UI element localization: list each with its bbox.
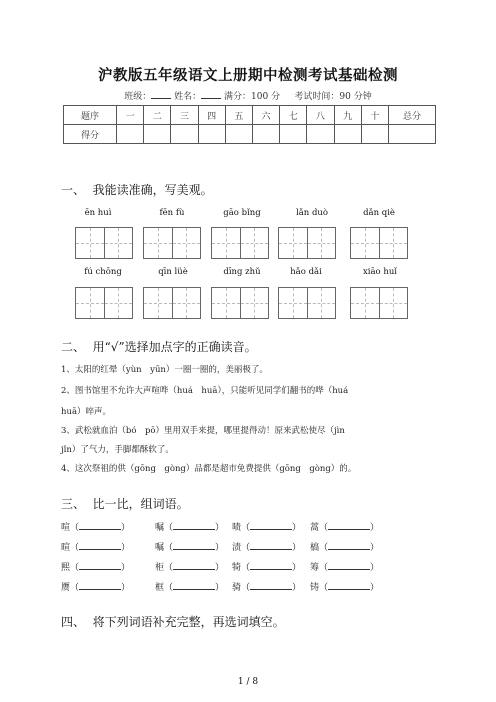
word-blank[interactable]: 喧（ ） bbox=[61, 520, 130, 533]
score-cell[interactable] bbox=[171, 125, 198, 144]
question-line: huā）啐声。 bbox=[61, 407, 112, 417]
word-blank[interactable]: 熙（ ） bbox=[61, 560, 130, 573]
word-blank[interactable]: 赝（ ） bbox=[61, 580, 130, 593]
score-cell[interactable] bbox=[252, 125, 279, 144]
pinyin-label: dǎn qiè bbox=[363, 208, 395, 218]
header-cell: 九 bbox=[334, 106, 361, 125]
tianzige-box[interactable] bbox=[75, 287, 133, 319]
section-number: 四、 bbox=[61, 615, 86, 629]
tianzige-box[interactable] bbox=[75, 227, 133, 259]
section-number: 一、 bbox=[61, 183, 86, 197]
tianzige-box[interactable] bbox=[278, 287, 336, 319]
word-blank[interactable]: 骑（ ） bbox=[232, 580, 301, 593]
header-cell: 七 bbox=[280, 106, 307, 125]
char: 赝 bbox=[61, 583, 71, 593]
section-number: 二、 bbox=[61, 340, 86, 354]
word-blank[interactable]: 暄（ ） bbox=[61, 540, 130, 553]
pinyin-label: fú chōng bbox=[84, 267, 122, 277]
char: 蒿 bbox=[310, 523, 320, 533]
pinyin-label: ēn huì bbox=[84, 208, 112, 218]
tianzige-box[interactable] bbox=[143, 287, 201, 319]
section-text: 我能读准确，写美观。 bbox=[92, 183, 213, 197]
char: 柜 bbox=[155, 563, 165, 573]
score-table bbox=[63, 105, 436, 144]
char: 铸 bbox=[310, 583, 320, 593]
char: 啧 bbox=[232, 523, 242, 533]
tianzige-box[interactable] bbox=[350, 287, 408, 319]
header-cell: 八 bbox=[307, 106, 334, 125]
score-cell[interactable] bbox=[280, 125, 307, 144]
score-cell[interactable] bbox=[117, 125, 144, 144]
score-cell[interactable] bbox=[198, 125, 225, 144]
score-cell[interactable] bbox=[307, 125, 334, 144]
char: 嘱 bbox=[155, 523, 165, 533]
char: 框 bbox=[155, 583, 165, 593]
score-cell[interactable] bbox=[334, 125, 361, 144]
header-cell: 五 bbox=[225, 106, 252, 125]
exam-time: 考试时间：90 分钟 bbox=[294, 92, 372, 102]
section-1-heading bbox=[61, 181, 213, 198]
header-cell: 一 bbox=[117, 106, 144, 125]
char: 喧 bbox=[61, 523, 71, 533]
section-text: 比一比，组词语。 bbox=[92, 497, 189, 511]
char: 渍 bbox=[232, 543, 242, 553]
word-blank[interactable]: 槁（ ） bbox=[310, 540, 379, 553]
pinyin-label: xiāo huǐ bbox=[362, 267, 398, 277]
section-4-heading bbox=[61, 613, 285, 630]
page-number: 1 / 8 bbox=[237, 677, 259, 687]
score-table-score-row bbox=[64, 125, 436, 144]
header-cell: 题序 bbox=[64, 106, 117, 125]
class-blank[interactable] bbox=[151, 89, 171, 99]
score-cell[interactable] bbox=[361, 125, 388, 144]
section-text: 将下列词语补充完整，再选词填空。 bbox=[92, 615, 285, 629]
score-cell[interactable] bbox=[144, 125, 171, 144]
tianzige-box[interactable] bbox=[350, 227, 408, 259]
word-blank[interactable]: 嘱（ ） bbox=[155, 540, 224, 553]
score-table-header-row bbox=[64, 106, 436, 125]
score-cell[interactable] bbox=[225, 125, 252, 144]
tianzige-box[interactable] bbox=[278, 227, 336, 259]
pinyin-label: gāo bǐng bbox=[223, 208, 261, 218]
char: 筹 bbox=[310, 563, 320, 573]
pinyin-label: lǎn duò bbox=[296, 208, 328, 218]
header-cell: 六 bbox=[252, 106, 279, 125]
page-title: 沪教版五年级语文上册期中检测考试基础检测 bbox=[98, 67, 398, 84]
header-cell: 二 bbox=[144, 106, 171, 125]
tianzige-box[interactable] bbox=[211, 227, 269, 259]
pinyin-label: hǎo dǎi bbox=[290, 267, 322, 277]
char: 骑 bbox=[232, 583, 242, 593]
word-blank[interactable]: 嘱（ ） bbox=[155, 520, 224, 533]
word-blank[interactable]: 铸（ ） bbox=[310, 580, 379, 593]
word-blank[interactable]: 犄（ ） bbox=[232, 560, 301, 573]
header-cell: 十 bbox=[361, 106, 388, 125]
char: 暄 bbox=[61, 543, 71, 553]
header-cell: 总分 bbox=[389, 106, 436, 125]
section-3-heading bbox=[61, 495, 189, 512]
header-cell: 三 bbox=[171, 106, 198, 125]
section-number: 三、 bbox=[61, 497, 86, 511]
full-score: 满分：100 分 bbox=[224, 92, 281, 102]
question-line: 2、图书馆里不允许大声喧哗（huá huā），只能听见同学们翻书的哗（huá bbox=[61, 386, 349, 396]
pinyin-label: dīng zhǔ bbox=[223, 267, 261, 277]
header-cell: 四 bbox=[198, 106, 225, 125]
word-blank[interactable]: 框（ ） bbox=[155, 580, 224, 593]
question-line: 3、武松就血泊（bó pō）里用双手来提，哪里提得动！原来武松使尽（jìn bbox=[61, 426, 345, 436]
question-line: 4、这次祭祖的供（gōng gòng）品都是超市免费提供（gōng gòng）的。 bbox=[61, 464, 357, 474]
word-blank[interactable]: 筹（ ） bbox=[310, 560, 379, 573]
name-label: 姓名： bbox=[174, 92, 202, 102]
char: 犄 bbox=[232, 563, 242, 573]
char: 嘱 bbox=[155, 543, 165, 553]
tianzige-box[interactable] bbox=[143, 227, 201, 259]
word-blank[interactable]: 啧（ ） bbox=[232, 520, 301, 533]
name-blank[interactable] bbox=[201, 89, 221, 99]
word-blank[interactable]: 渍（ ） bbox=[232, 540, 301, 553]
question-line: jǐn）了气力，手脚都酥软了。 bbox=[61, 445, 174, 455]
score-row-label: 得分 bbox=[64, 125, 117, 144]
pinyin-label: fēn fù bbox=[159, 208, 185, 218]
word-blank[interactable]: 蒿（ ） bbox=[310, 520, 379, 533]
pinyin-label: qīn lüè bbox=[158, 267, 188, 277]
class-label: 班级： bbox=[124, 92, 152, 102]
score-cell[interactable] bbox=[389, 125, 436, 144]
question-line: 1、太阳的红晕（yùn yūn）一圈一圈的，美丽极了。 bbox=[61, 365, 268, 375]
section-2-heading bbox=[61, 338, 257, 355]
tianzige-box[interactable] bbox=[211, 287, 269, 319]
section-text: 用“√”选择加点字的正确读音。 bbox=[92, 340, 257, 354]
word-blank[interactable]: 柜（ ） bbox=[155, 560, 224, 573]
char: 熙 bbox=[61, 563, 71, 573]
char: 槁 bbox=[310, 543, 320, 553]
exam-info-line bbox=[0, 89, 496, 102]
